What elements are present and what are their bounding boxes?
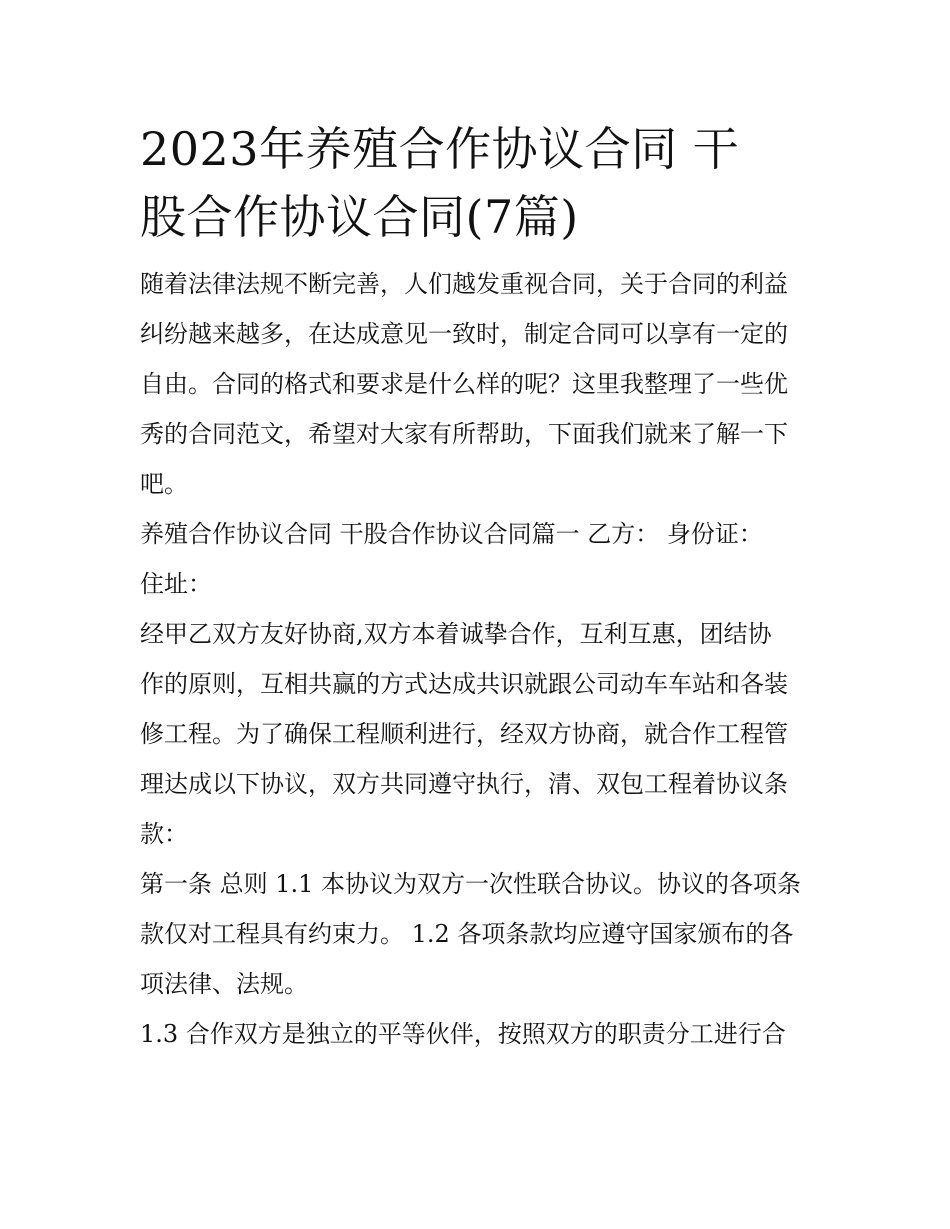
article-one-paragraph (140, 859, 812, 1009)
text-line: 修工程。为了确保工程顺利进行，经双方协商，就合作工程管 (140, 720, 788, 748)
text-line: 自由。合同的格式和要求是什么样的呢？这里我整理了一些优 (140, 370, 788, 398)
body-text (140, 259, 812, 1059)
text-line: 养殖合作协议合同 干股合作协议合同篇一 乙方： 身份证： (140, 520, 763, 548)
document-page (140, 115, 812, 1059)
party-info-paragraph (140, 509, 812, 609)
text-line: 纠纷越来越多，在达成意见一致时，制定合同可以享有一定的 (140, 320, 788, 348)
text-line: 作的原则，互相共赢的方式达成共识就跟公司动车车站和各装 (140, 670, 788, 698)
document-title (140, 115, 812, 251)
text-line: 住址： (140, 570, 212, 598)
title-line-2: 股合作协议合同(7篇) (140, 190, 579, 244)
text-line: 款： (140, 820, 188, 848)
text-line: 吧。 (140, 470, 188, 498)
text-line: 第一条 总则 1.1 本协议为双方一次性联合协议。协议的各项条 (140, 870, 802, 898)
title-line-1: 2023年养殖合作协议合同 干 (140, 122, 740, 176)
text-line: 1.3 合作双方是独立的平等伙伴，按照双方的职责分工进行合 (140, 1020, 786, 1048)
text-line: 随着法律法规不断完善，人们越发重视合同，关于合同的利益 (140, 270, 788, 298)
clause-1-3-paragraph (140, 1009, 812, 1059)
text-line: 款仅对工程具有约束力。 1.2 各项条款均应遵守国家颁布的各 (140, 920, 794, 948)
text-line: 项法律、法规。 (140, 970, 308, 998)
text-line: 经甲乙双方友好协商,双方本着诚挚合作，互利互惠，团结协 (140, 620, 772, 648)
intro-paragraph (140, 259, 812, 509)
text-line: 秀的合同范文，希望对大家有所帮助，下面我们就来了解一下 (140, 420, 788, 448)
text-line: 理达成以下协议，双方共同遵守执行，清、双包工程着协议条 (140, 770, 788, 798)
agreement-preamble-paragraph (140, 609, 812, 859)
